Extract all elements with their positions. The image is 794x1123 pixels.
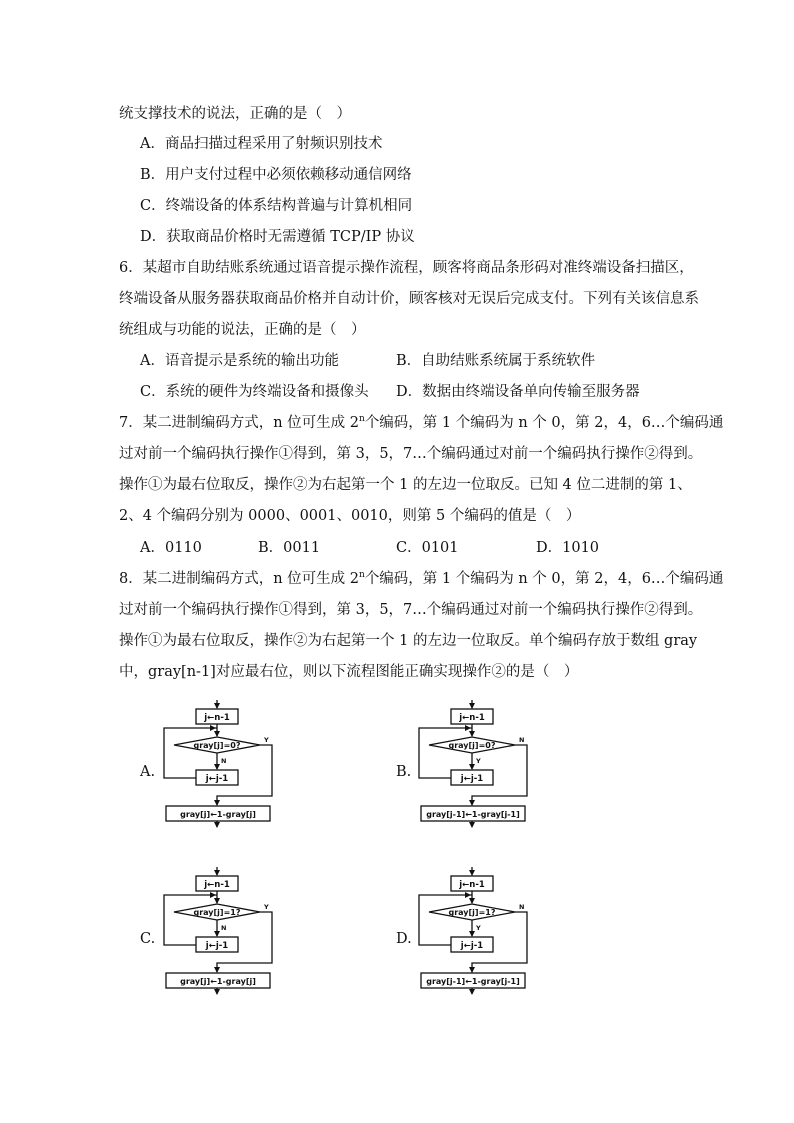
loop-branch-label: Y: [476, 924, 481, 932]
init-to-cond-arrow: [214, 898, 220, 904]
fc-b-label: B.: [396, 764, 412, 780]
decision-text: gray[j]=0?: [193, 741, 241, 750]
q8-stem-line-1: [119, 569, 723, 589]
step-text: j←j-1: [460, 774, 484, 784]
init-text: j←n-1: [459, 713, 485, 723]
fc-a-label: A.: [140, 764, 156, 780]
exit-branch-label: N: [519, 903, 525, 911]
loop-branch-label: Y: [476, 757, 481, 765]
q7-option-c: C．0101: [396, 540, 459, 556]
q8-line1-pre: 8．某二进制编码方式，n 位可生成 2: [119, 571, 360, 587]
exit-arrow: [214, 967, 220, 973]
loop-branch-label: N: [221, 757, 227, 765]
q6-option-c: C．系统的硬件为终端设备和摄像头: [140, 384, 369, 400]
init-text: j←n-1: [204, 880, 230, 890]
q7-line1-sup: n: [359, 414, 365, 424]
flowchart-c: [160, 867, 285, 999]
entry-arrow: [469, 703, 475, 709]
init-to-cond-arrow: [214, 731, 220, 737]
q5-stem: 统支撑技术的说法，正确的是（ ）: [119, 106, 351, 122]
q7-option-a: A．0110: [140, 540, 202, 556]
q5-option-b: B．用户支付过程中必须依赖移动通信网络: [140, 167, 412, 183]
q6-option-d: D．数据由终端设备单向传输至服务器: [396, 384, 640, 400]
q6-stem-line-3: 统组成与功能的说法，正确的是（ ）: [119, 322, 366, 338]
loop-back-arrow: [210, 725, 216, 731]
assign-text: gray[j-1]←1-gray[j-1]: [426, 977, 520, 986]
exit-arrow: [214, 800, 220, 806]
flowchart-d: [415, 867, 540, 999]
final-arrow: [214, 989, 220, 995]
q8-line1-post: 个编码，第 1 个编码为 n 个 0，第 2，4，6…个编码通: [364, 571, 724, 587]
decision-text: gray[j]=1?: [193, 908, 241, 917]
exit-branch-label: Y: [264, 736, 269, 744]
entry-arrow: [214, 703, 220, 709]
q6-option-a: A．语音提示是系统的输出功能: [140, 353, 339, 369]
assign-text: gray[j]←1-gray[j]: [180, 810, 256, 819]
init-text: j←n-1: [459, 880, 485, 890]
q5-option-c: C．终端设备的体系结构普遍与计算机相同: [140, 198, 413, 214]
loop-back-arrow: [465, 725, 471, 731]
q7-line1-pre: 7．某二进制编码方式，n 位可生成 2: [119, 415, 360, 431]
cond-to-step-arrow: [214, 764, 220, 770]
q6-stem-line-1: 6．某超市自助结账系统通过语音提示操作流程，顾客将商品条形码对准终端设备扫描区，: [119, 260, 694, 276]
q7-stem-line-2: 过对前一个编码执行操作①得到，第 3，5，7…个编码通过对前一个编码执行操作②得到。: [119, 446, 703, 462]
cond-to-step-arrow: [469, 764, 475, 770]
q7-stem-line-3: 操作①为最右位取反，操作②为右起第一个 1 的左边一位取反。已知 4 位二进制的第 1、: [119, 477, 692, 493]
exit-branch-label: Y: [264, 903, 269, 911]
exit-branch-label: N: [519, 736, 525, 744]
q8-line1-sup: n: [359, 570, 365, 580]
q8-stem-line-4: 中，gray[n-1]对应最右位，则以下流程图能正确实现操作②的是（ ）: [119, 664, 579, 680]
fc-c-label: C.: [140, 931, 156, 947]
entry-arrow: [469, 870, 475, 876]
final-arrow: [469, 822, 475, 828]
cond-to-step-arrow: [469, 931, 475, 937]
step-text: j←j-1: [205, 774, 229, 784]
fc-d-label: D.: [396, 931, 412, 947]
q8-stem-line-3: 操作①为最右位取反，操作②为右起第一个 1 的左边一位取反。单个编码存放于数组 gray: [119, 633, 698, 649]
init-to-cond-arrow: [469, 731, 475, 737]
cond-to-step-arrow: [214, 931, 220, 937]
exit-arrow: [469, 967, 475, 973]
exit-arrow: [469, 800, 475, 806]
q6-option-b: B．自助结账系统属于系统软件: [396, 353, 596, 369]
q7-stem-line-4: 2、4 个编码分别为 0000、0001、0010，则第 5 个编码的值是（ ）: [119, 508, 581, 524]
q7-option-d: D．1010: [536, 540, 600, 556]
step-text: j←j-1: [205, 941, 229, 951]
q5-option-a: A．商品扫描过程采用了射频识别技术: [140, 136, 383, 152]
q7-line1-post: 个编码，第 1 个编码为 n 个 0，第 2，4，6…个编码通: [364, 415, 724, 431]
q6-stem-line-2: 终端设备从服务器获取商品价格并自动计价，顾客核对无误后完成支付。下列有关该信息系: [119, 291, 699, 307]
decision-text: gray[j]=1?: [448, 908, 496, 917]
flowchart-a: [160, 700, 285, 832]
decision-text: gray[j]=0?: [448, 741, 496, 750]
flowchart-b: [415, 700, 540, 832]
assign-text: gray[j-1]←1-gray[j-1]: [426, 810, 520, 819]
entry-arrow: [214, 870, 220, 876]
step-text: j←j-1: [460, 941, 484, 951]
loop-back-arrow: [210, 892, 216, 898]
loop-branch-label: N: [221, 924, 227, 932]
init-text: j←n-1: [204, 713, 230, 723]
loop-back-arrow: [465, 892, 471, 898]
q8-stem-line-2: 过对前一个编码执行操作①得到，第 3，5，7…个编码通过对前一个编码执行操作②得到。: [119, 602, 703, 618]
final-arrow: [214, 822, 220, 828]
init-to-cond-arrow: [469, 898, 475, 904]
q7-option-b: B．0011: [258, 540, 321, 556]
q5-option-d: D．获取商品价格时无需遵循 TCP/IP 协议: [140, 229, 415, 245]
assign-text: gray[j]←1-gray[j]: [180, 977, 256, 986]
q7-stem-line-1: [119, 413, 723, 433]
final-arrow: [469, 989, 475, 995]
